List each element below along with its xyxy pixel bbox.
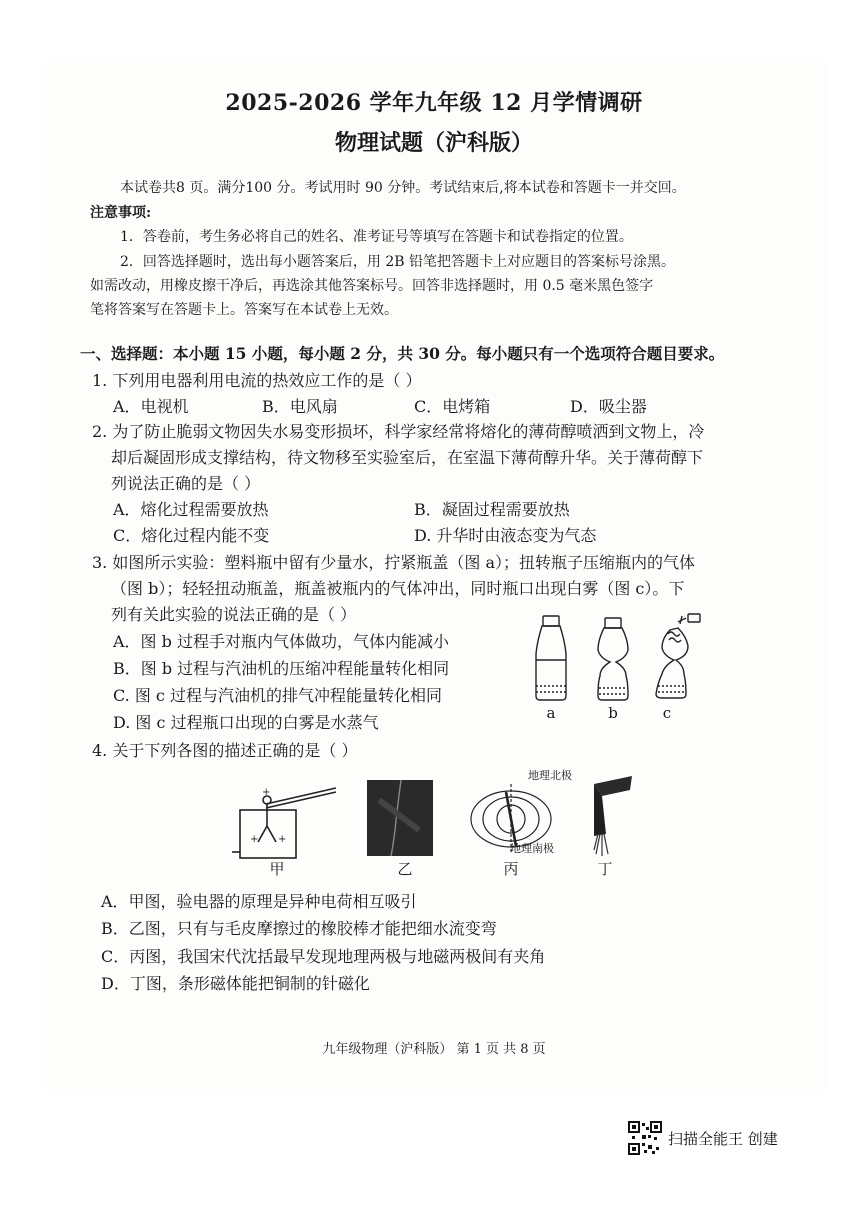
q4-option-c: C．丙图，我国宋代沈括最早发现地理两极与地磁两极间有夹角 [101, 947, 546, 966]
bottle-a-label: a [546, 704, 556, 722]
q2-option-b: B．凝固过程需要放热 [414, 500, 570, 519]
scanner-watermark-text: 扫描全能王 创建 [668, 1129, 778, 1148]
question-2-stem: 2. 为了防止脆弱文物因失水易变形损坏，科学家经常将熔化的薄荷醇喷洒到文物上，冷 [92, 422, 705, 441]
q3-option-b: B．图 b 过程与汽油机的压缩冲程能量转化相同 [113, 659, 450, 678]
q2-option-d: D. 升华时由液态变为气态 [414, 526, 597, 545]
scanner-watermark [628, 1121, 778, 1155]
notice-item-2-cont: 如需改动，用橡皮擦干净后，再选涂其他答案标号。回答非选择题时，用 0.5 毫米黑色签字 [90, 278, 654, 294]
bottle-c-illustration [656, 614, 700, 698]
question-3-stem-cont: 列有关此实验的说法正确的是（ ） [111, 605, 357, 624]
q4-option-a: A．甲图，验电器的原理是异种电荷相互吸引 [101, 892, 417, 911]
q2-option-a: A．熔化过程需要放热 [113, 500, 269, 519]
notice-title: 注意事项: [90, 205, 152, 221]
q1-option-a: A．电视机 [113, 397, 189, 416]
figure-jia-label: 甲 [269, 860, 285, 878]
q1-option-c: C．电烤箱 [414, 397, 491, 416]
question-4-stem: 4. 关于下列各图的描述正确的是（ ） [92, 741, 358, 760]
bottle-c-label: c [662, 704, 672, 722]
page-footer: 九年级物理（沪科版） 第 1 页 共 8 页 [322, 1042, 546, 1057]
notice-item-1: 1．答卷前，考生务必将自己的姓名、准考证号等填写在答题卡和试卷指定的位置。 [120, 229, 633, 245]
svg-text:+: + [262, 787, 271, 798]
qr-code-icon [628, 1121, 662, 1155]
water-stream-photo [367, 780, 433, 856]
bottle-b-label: b [608, 704, 618, 722]
notice-item-2-cont: 笔将答案写在答题卡上。答案写在本试卷上无效。 [90, 302, 398, 318]
geographic-north-label: 地理北极 [528, 769, 572, 782]
exam-subtitle: 物理试题（沪科版） [334, 130, 533, 156]
bottle-b-illustration [598, 618, 628, 700]
geographic-south-label: 地理南极 [510, 842, 554, 855]
svg-text:+: + [278, 834, 287, 845]
exam-title: 2025-2026 学年九年级 12 月学情调研 [225, 90, 643, 116]
question-1-stem: 1. 下列用电器利用电流的热效应工作的是（ ） [92, 371, 422, 390]
magnet-needles-photo [580, 774, 636, 860]
q1-option-d: D．吸尘器 [570, 397, 647, 416]
svg-text:+: + [250, 834, 259, 845]
figure-bing-label: 丙 [503, 860, 519, 878]
question-3-stem-cont: （图 b）；轻轻扭动瓶盖，瓶盖被瓶内的气体冲出，同时瓶口出现白雾（图 c）。下 [111, 579, 685, 598]
q4-option-b: B．乙图，只有与毛皮摩擦过的橡胶棒才能把细水流变弯 [101, 919, 497, 938]
notice-item-2: 2．回答选择题时，选出每小题答案后，用 2B 铅笔把答题卡上对应题目的答案标号涂黑。 [120, 254, 676, 270]
q2-option-c: C．熔化过程内能不变 [113, 526, 270, 545]
question-2-stem-cont: 却后凝固形成支撑结构，待文物移至实验室后，在室温下薄荷醇升华。关于薄荷醇下 [111, 448, 704, 467]
q3-option-d: D. 图 c 过程瓶口出现的白雾是水蒸气 [113, 713, 379, 732]
q3-option-a: A．图 b 过程手对瓶内气体做功，气体内能减小 [113, 632, 449, 651]
question-3-stem: 3. 如图所示实验：塑料瓶中留有少量水，拧紧瓶盖（图 a）；扭转瓶子压缩瓶内的气体 [92, 553, 695, 572]
question-2-stem-cont: 列说法正确的是（ ） [111, 474, 261, 493]
q3-option-c: C. 图 c 过程与汽油机的排气冲程能量转化相同 [113, 686, 442, 705]
section-title: 一、选择题：本小题 15 小题，每小题 2 分，共 30 分。每小题只有一个选项符合题目要求。 [80, 344, 725, 363]
figure-yi-label: 乙 [397, 860, 413, 878]
figure-ding-label: 丁 [597, 860, 613, 878]
q1-option-b: B．电风扇 [262, 397, 338, 416]
bottle-a-illustration [536, 616, 566, 700]
q4-option-d: D．丁图，条形磁体能把铜制的针磁化 [101, 974, 370, 993]
exam-info: 本试卷共8 页。满分100 分。考试用时 90 分钟。考试结束后,将本试卷和答题卡一并交回。 [120, 180, 686, 196]
electroscope-figure [228, 786, 340, 862]
